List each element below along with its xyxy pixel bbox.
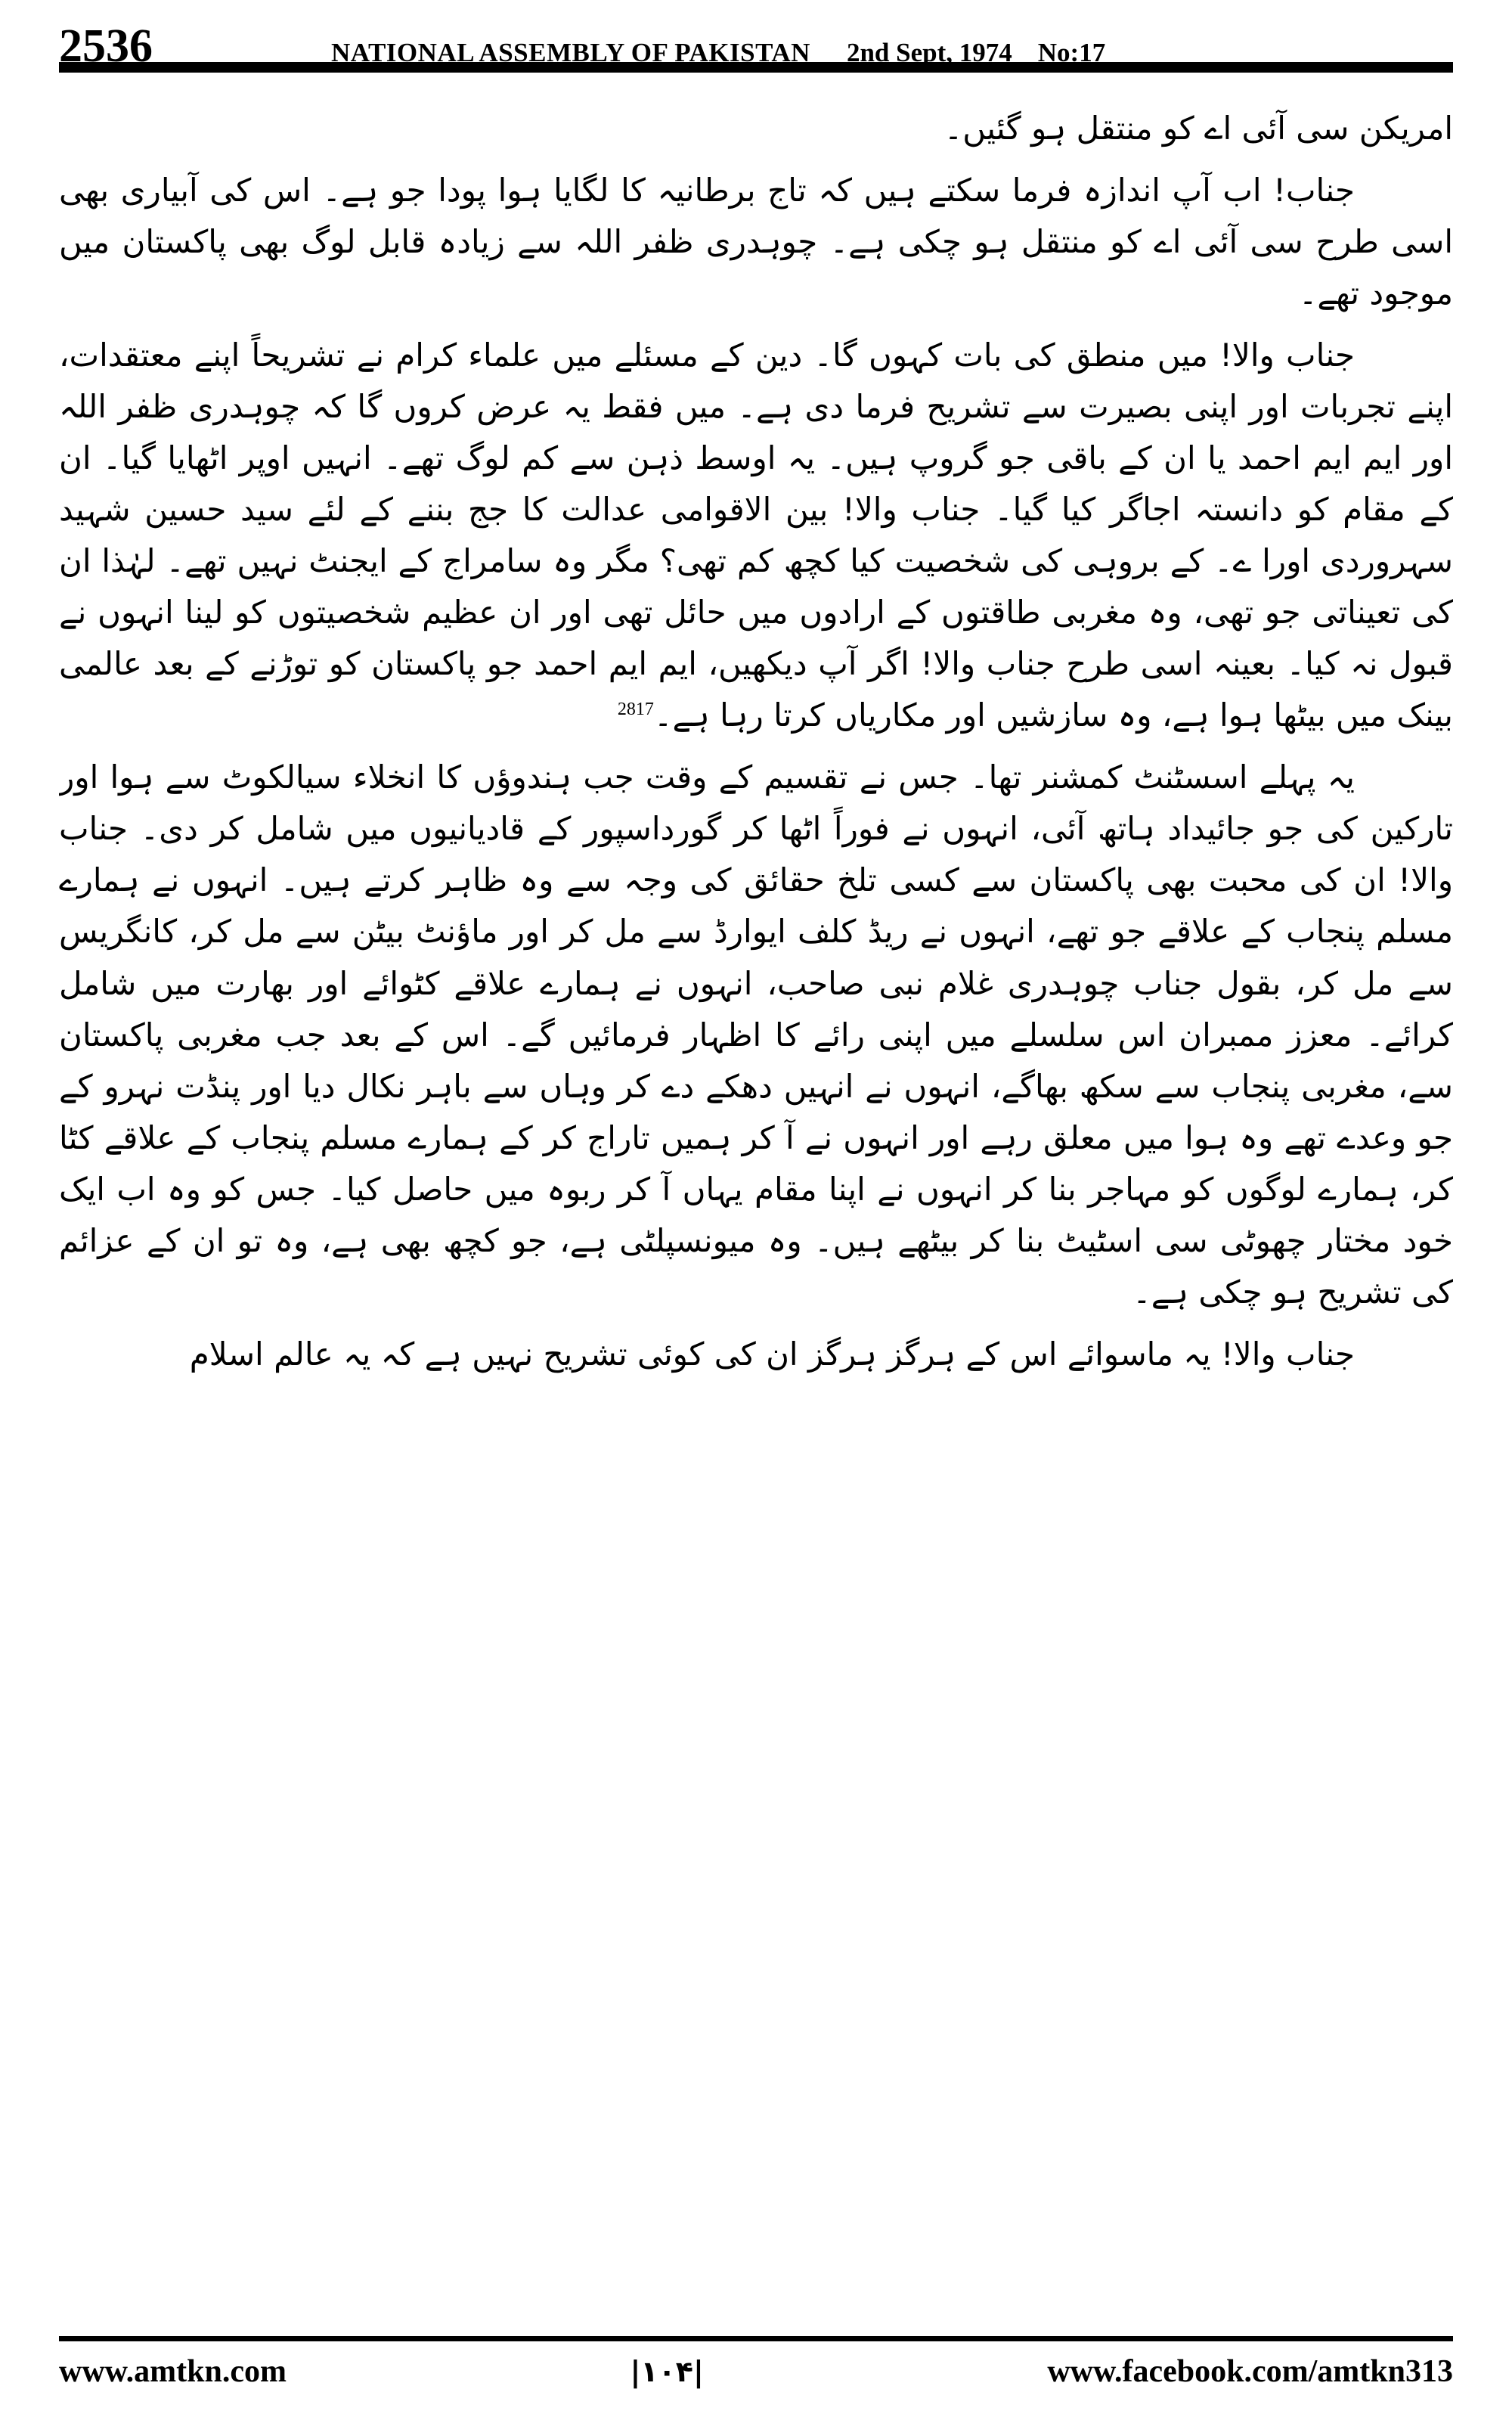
footer-page-number: |۱۰۴| [630, 2355, 704, 2388]
page-header [59, 0, 1453, 72]
paragraph-3-text: جناب والا! میں منطق کی بات کہوں گا۔ دین کے مسئلے میں علماء کرام نے تشریحاً اپنے معتقدات، اپنے تجربات اور اپنی بصیرت سے تشریح فرما دی ہے۔ میں فقط یہ عرض کروں گا کہ چوہدری ظفر اللہ اور ایم ایم احمد یا ان کے باقی جو گروپ ہیں۔ یہ اوسط ذہن سے کم لوگ تھے۔ انہیں اوپر اٹھایا گیا۔ ان کے مقام کو دانستہ اجاگر کیا گیا۔ جناب والا! بین الاقوامی عدالت کا جج بننے کے لئے سید حسین شہید سہروردی اورا ے۔ کے بروہی کی شخصیت کیا کچھ کم تھی؟ مگر وہ سامراج کے ایجنٹ نہیں تھے۔ لہٰذا ان کی تعیناتی جو تھی، وہ مغربی طاقتوں کے ارادوں میں حائل تھی اور ان عظیم شخصیتوں کو لینا انہوں نے قبول نہ کیا۔ بعینہ اسی طرح جناب والا! اگر آپ دیکھیں، ایم ایم احمد جو پاکستان کو توڑنے کے بعد عالمی بینک میں بیٹھا ہوا ہے، وہ سازشیں اور مکاریاں کرتا رہا ہے۔ [59, 337, 1453, 734]
paragraph-4: یہ پہلے اسسٹنٹ کمشنر تھا۔ جس نے تقسیم کے وقت جب ہندوؤں کا انخلاء سیالکوٹ سے ہوا اور تارکین کی جو جائیداد ہاتھ آئی، انہوں نے فوراً اٹھا کر گورداسپور کے قادیانیوں میں شامل کر دی۔ جناب والا! ان کی محبت بھی پاکستان سے کسی تلخ حقائق کی وجہ سے وہ ظاہر کرتے ہیں۔ انہوں نے ہمارے مسلم پنجاب کے علاقے جو تھے، انہوں نے ریڈ کلف ایوارڈ سے مل کر اور ماؤنٹ بیٹن سے مل کر، کانگریس سے مل کر، بقول جناب چوہدری غلام نبی صاحب، انہوں نے ہمارے علاقے کٹوائے اور بھارت میں شامل کرائے۔ معزز ممبران اس سلسلے میں اپنی رائے کا اظہار فرمائیں گے۔ اس کے بعد جب مغربی پاکستان سے، مغربی پنجاب سے سکھ بھاگے، انہوں نے انہیں دھکے دے کر وہاں سے باہر نکال دیا اور پنڈت نہرو کے جو وعدے تھے وہ ہوا میں معلق رہے اور انہوں نے آ کر ہمیں تاراج کر کے ہمارے مسلم پنجاب کے علاقے کٹا کر، ہمارے لوگوں کو مہاجر بنا کر انہوں نے اپنا مقام یہاں آ کر ربوہ میں حاصل کیا۔ جس کو وہ اب ایک خود مختار چھوٹی سی اسٹیٹ بنا کر بیٹھے ہیں۔ وہ میونسپلٹی ہے، جو کچھ بھی ہے، وہ تو ان کے عزائم کی تشریح ہو چکی ہے۔ [59, 759, 1453, 1311]
page-number: 2536 [59, 20, 153, 72]
footer-facebook-link[interactable]: www.facebook.com/amtkn313 [1047, 2354, 1453, 2389]
session-date: 2nd Sept, 1974 [846, 38, 1012, 67]
paragraph-3 [59, 330, 1453, 741]
assembly-title: NATIONAL ASSEMBLY OF PAKISTAN [331, 38, 810, 67]
paragraph-1: امریکن سی آئی اے کو منتقل ہو گئیں۔ [943, 110, 1453, 147]
page-footer [59, 2336, 1453, 2390]
paragraph-2: جناب! اب آپ اندازہ فرما سکتے ہیں کہ تاج برطانیہ کا لگایا ہوا پودا جو ہے۔ اس کی آبیاری بھی اسی طرح سی آئی اے کو منتقل ہو چکی ہے۔ چوہدری ظفر اللہ سے زیادہ قابل لوگ بھی پاکستان میں موجود تھے۔ [59, 172, 1453, 312]
footer-rule [59, 2336, 1453, 2341]
issue-number: No:17 [1037, 38, 1106, 67]
footer-website-link[interactable]: www.amtkn.com [59, 2354, 287, 2389]
footnote-marker: 2817 [617, 700, 654, 720]
header-center [331, 38, 1453, 68]
document-body [59, 83, 1453, 2299]
paragraph-5: جناب والا! یہ ماسوائے اس کے ہرگز ہرگز ان کی کوئی تشریح نہیں ہے کہ یہ عالم اسلام [189, 1335, 1355, 1373]
